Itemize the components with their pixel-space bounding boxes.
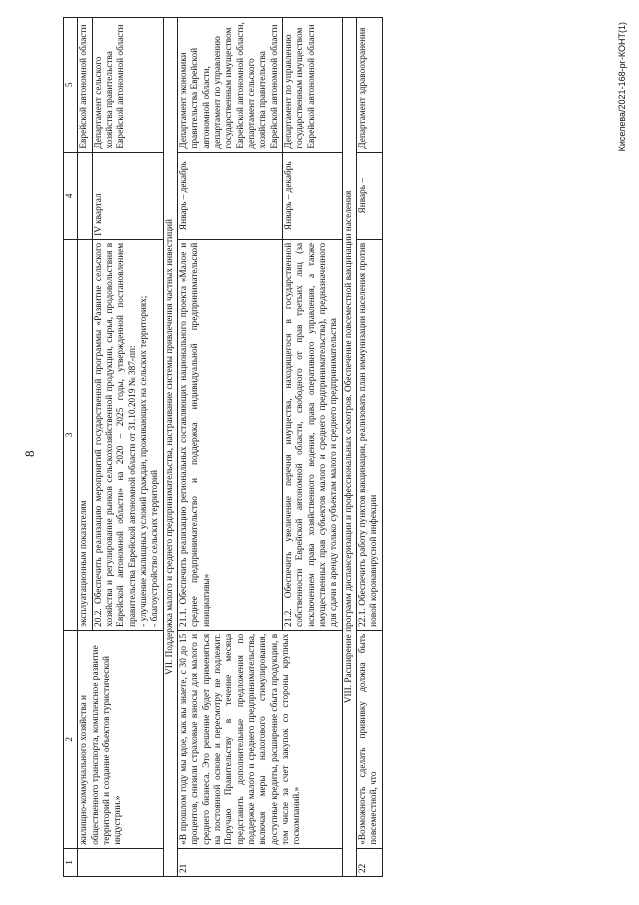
instruction-cell: «Возможность сделать прививку должна быть повсеместной, что	[356, 630, 382, 848]
header-cell: 5	[64, 18, 78, 153]
header-cell: 4	[64, 152, 78, 239]
plan-table	[63, 17, 383, 877]
deadline-cell: IV квартал	[92, 152, 163, 239]
row-number-cell	[78, 848, 163, 876]
measure-cell	[92, 239, 163, 630]
row-number-cell: 22	[356, 848, 382, 876]
table-header-row	[64, 18, 78, 877]
measure-cell: 22.1. Обеспечить работу пунктов вакцинации, реализовать план иммунизации населения против новой коронавирусной инфекции	[356, 239, 382, 630]
deadline-cell: Январь – декабрь	[177, 152, 282, 239]
deadline-cell	[78, 152, 92, 239]
responsible-cell: Департамент здравоохранения	[356, 18, 382, 153]
section-row	[163, 18, 177, 877]
instruction-cell: «В прошлом году мы вдое, как вы знаете, с 30 до 15 процентов, снизили страховые взносы для малого и среднего бизнеса. Это решение будет применяться на постоянной основе и пересмотру не подлежит. Поручаю Правительству в течение месяца представить дополнительные предложения по поддержке малого и среднего предпринимательства, включая меры налогового стимулирования, доступные кредиты, расширение сбыта продукции, в том числе за счет закупок со стороны крупных госкомпаний.»	[177, 630, 342, 848]
row-number-cell: 21	[177, 848, 342, 876]
responsible-cell: Департамент сельского хозяйства правительства Еврейской автономной области	[92, 18, 163, 153]
deadline-cell: Январь –	[356, 152, 382, 239]
section-title: VII. Поддержка малого и среднего предпринимательства, настраивание системы привлечения частных инвестиций	[163, 18, 177, 877]
footer-code: Киселева/2021-168-рг-КОНТ(1)	[617, 22, 627, 152]
measure-text: - улучшение жилищных условий граждан, проживающих на сельских территориях;	[138, 295, 149, 627]
table-row	[177, 18, 282, 877]
section-title: VIII. Расширение программ диспансеризации и профессиональных осмотров. Обеспечение повсеместной вакцинации населения	[342, 18, 356, 877]
measure-cell: 21.2. Обеспечить увеличение перечня имущества, находящегося в государственной собственности Еврейской автономной области, свободного от прав третьих лиц (за исключением права хозяйственного ведения, права оперативного управления, а также имущественных прав субъектов малого и среднего предпринимательства), предназначенного для сдачи в аренду только субъектам малого и среднего предпринимательства	[282, 239, 342, 630]
section-row	[342, 18, 356, 877]
responsible-cell: Департамент экономики правительства Еврейской автономной области, департамент по управлению государственным имуществом Еврейской автономной области, департамент сельского хозяйства правительства Еврейской автономной области	[177, 18, 282, 153]
measure-text: 20.2. Обеспечить реализацию мероприятий государственной программы «Развитие сельского хозяйства и регулирование рынков сельскохозяйственной продукции, сырья, продовольствия в Еврейской автономной области» на 2020 – 2025 годы, утвержденной постановлением правительства Еврейской автономной области от 31.10.2019 № 387-пп:	[93, 242, 138, 627]
page-number: 8	[22, 450, 37, 457]
table-row	[78, 18, 92, 877]
measure-text: - благоустройство сельских территорий	[150, 470, 161, 627]
measure-cell: 21.1. Обеспечить реализацию региональных составляющих национального проекта «Малое и среднее предпринимательство и поддержка индивидуальной предпринимательской инициативы»	[177, 239, 282, 630]
header-cell: 3	[64, 239, 78, 630]
measure-cell: эксплуатационным показателям	[78, 239, 92, 630]
header-cell: 1	[64, 848, 78, 876]
instruction-cell: жилищно-коммунального хозяйства и общественного транспорта, комплексное развитие территорий и создание объектов туристической индустрии.»	[78, 630, 163, 848]
responsible-cell: Департамент по управлению государственным имуществом Еврейской автономной области	[282, 18, 342, 153]
header-cell: 2	[64, 630, 78, 848]
table-row	[356, 18, 382, 877]
responsible-cell: Еврейской автономной области	[78, 18, 92, 153]
deadline-cell: Январь – декабрь	[282, 152, 342, 239]
